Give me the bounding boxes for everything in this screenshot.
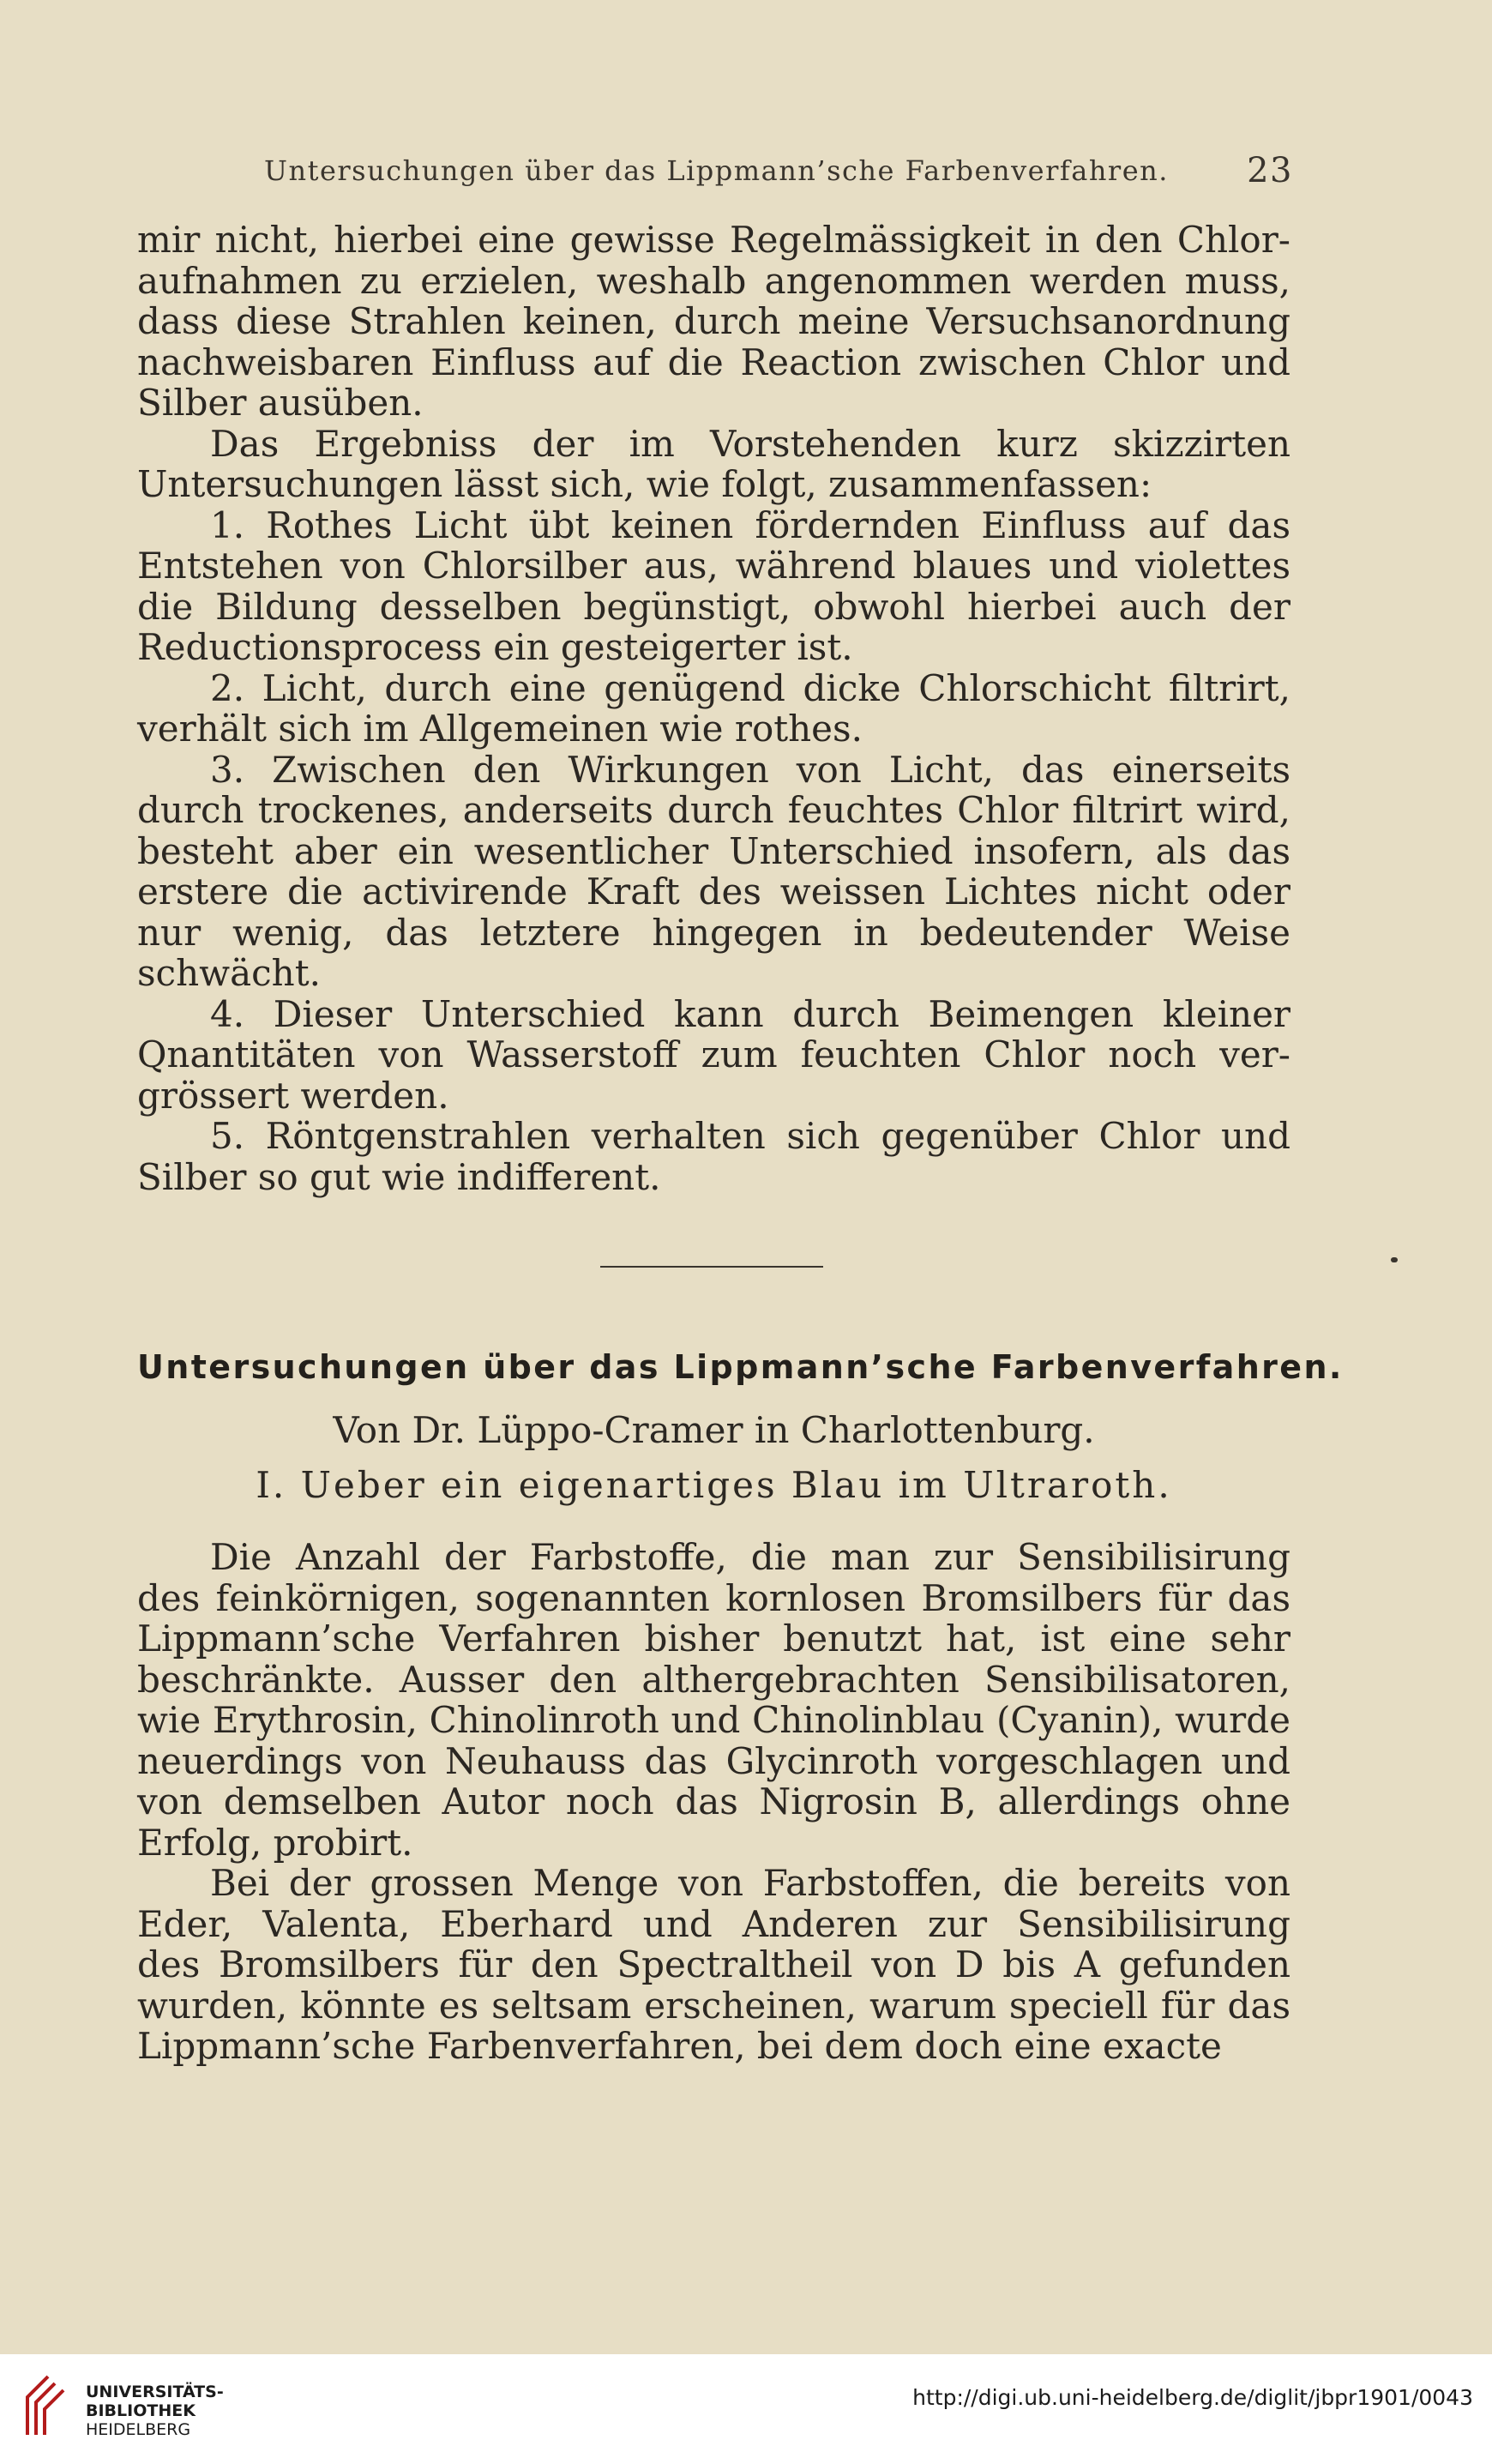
- text-line: 1. Rothes Licht übt keinen fördernden Einfluss auf das: [210, 503, 1290, 546]
- article-subtitle: I. Ueber ein eigenartiges Blau im Ultraroth.: [256, 1464, 1172, 1506]
- text-line: Die Anzahl der Farbstoffe, die man zur Sensibilisirung: [210, 1536, 1290, 1578]
- library-logo-icon: [19, 2371, 74, 2440]
- library-line-3: HEIDELBERG: [86, 2420, 191, 2439]
- running-title: Untersuchungen über das Lippmann’sche Farbenverfahren.: [264, 154, 1169, 187]
- text-line: verhält sich im Allgemeinen wie rothes.: [137, 708, 863, 750]
- text-line: durch trockenes, anderseits durch feuchtes Chlor filtrirt wird,: [137, 789, 1290, 831]
- text-line: beschränkte. Ausser den althergebrachten Sensibilisatoren,: [137, 1658, 1290, 1701]
- text-line: Bei der grossen Menge von Farbstoffen, die bereits von: [210, 1862, 1290, 1904]
- article-title: Untersuchungen über das Lippmann’sche Farbenverfahren.: [137, 1348, 1344, 1386]
- source-url-link[interactable]: http://digi.ub.uni-heidelberg.de/diglit/jbpr1901/0043: [912, 2385, 1473, 2410]
- text-line: aufnahmen zu erzielen, weshalb angenommen werden muss,: [137, 259, 1290, 302]
- library-line-1: UNIVERSITÄTS-: [86, 2383, 224, 2401]
- text-line: 5. Röntgenstrahlen verhalten sich gegenüber Chlor und: [210, 1115, 1290, 1157]
- library-line-2: BIBLIOTHEK: [86, 2401, 196, 2420]
- text-line: erstere die activirende Kraft des weissen Lichtes nicht oder: [137, 871, 1290, 913]
- text-line: Untersuchungen lässt sich, wie folgt, zusammenfassen:: [137, 463, 1152, 505]
- text-line: die Bildung desselben begünstigt, obwohl hierbei auch der: [137, 585, 1290, 628]
- text-line: Silber ausüben.: [137, 382, 424, 424]
- text-line: Reductionsprocess ein gesteigerter ist.: [137, 626, 853, 668]
- text-line: schwächt.: [137, 952, 321, 994]
- text-line: von demselben Autor noch das Nigrosin B, allerdings ohne: [137, 1780, 1290, 1822]
- running-header: [264, 151, 1293, 190]
- text-line: 4. Dieser Unterschied kann durch Beimengen kleiner: [210, 992, 1290, 1035]
- text-line: des feinkörnigen, sogenannten kornlosen Bromsilbers für das: [137, 1576, 1290, 1619]
- text-line: neuerdings von Neuhauss das Glycinroth vorgeschlagen und: [137, 1739, 1290, 1782]
- text-line: 3. Zwischen den Wirkungen von Licht, das einerseits: [210, 748, 1290, 791]
- text-line: Das Ergebniss der im Vorstehenden kurz skizzirten: [210, 422, 1290, 465]
- text-line: wie Erythrosin, Chinolinroth und Chinolinblau (Cyanin), wurde: [137, 1699, 1290, 1741]
- text-line: des Bromsilbers für den Spectraltheil von D bis A gefunden: [137, 1943, 1290, 1985]
- print-speck: [1391, 1257, 1398, 1262]
- text-line: Erfolg, probirt.: [137, 1821, 413, 1864]
- text-line: Qnantitäten von Wasserstoff zum feuchten Chlor noch ver-: [137, 1033, 1290, 1075]
- text-line: mir nicht, hierbei eine gewisse Regelmässigkeit in den Chlor-: [137, 219, 1290, 261]
- text-line: dass diese Strahlen keinen, durch meine Versuchsanordnung: [137, 300, 1290, 342]
- text-line: Silber so gut wie indifferent.: [137, 1155, 661, 1198]
- article-author: Von Dr. Lüppo-Cramer in Charlottenburg.: [333, 1409, 1095, 1451]
- text-line: 2. Licht, durch eine genügend dicke Chlorschicht filtrirt,: [210, 666, 1290, 709]
- text-line: nur wenig, das letztere hingegen in bedeutender Weise: [137, 911, 1290, 954]
- section-divider: [600, 1266, 823, 1268]
- text-line: Entstehen von Chlorsilber aus, während blaues und violettes: [137, 545, 1290, 587]
- page-number: 23: [1247, 151, 1293, 190]
- text-line: Lippmann’sche Farbenverfahren, bei dem doch eine exacte: [137, 2025, 1222, 2067]
- text-line: Eder, Valenta, Eberhard und Anderen zur Sensibilisirung: [137, 1902, 1290, 1945]
- library-name: [86, 2383, 224, 2439]
- text-line: grössert werden.: [137, 1074, 449, 1117]
- text-line: wurden, könnte es seltsam erscheinen, warum speciell für das: [137, 1984, 1290, 2027]
- text-line: Lippmann’sche Verfahren bisher benutzt hat, ist eine sehr: [137, 1618, 1290, 1660]
- text-line: nachweisbaren Einfluss auf die Reaction zwischen Chlor und: [137, 340, 1290, 383]
- text-line: besteht aber ein wesentlicher Unterschied insofern, als das: [137, 829, 1290, 872]
